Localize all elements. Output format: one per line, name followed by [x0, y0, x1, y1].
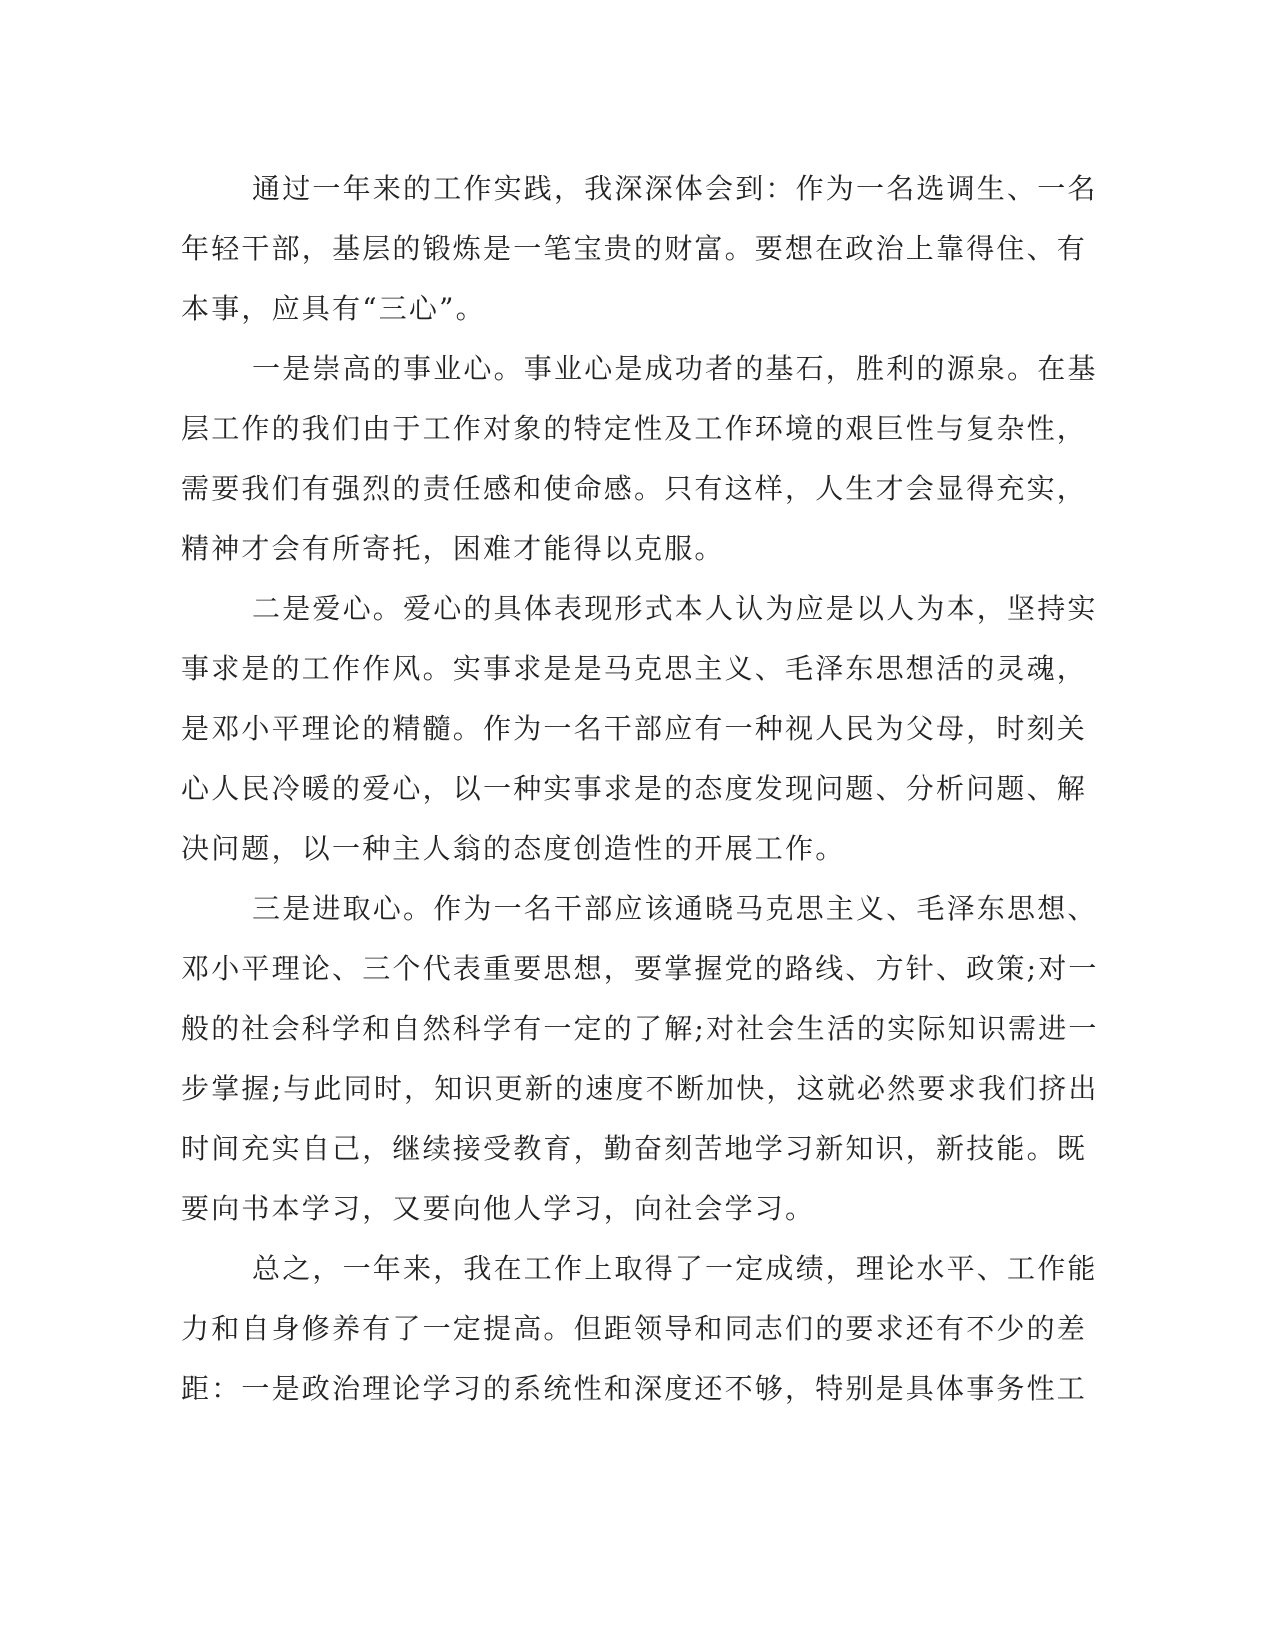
text-line: 决问题，以一种主人翁的态度创造性的开展工作。 [181, 832, 846, 865]
text-line: 三是进取心。作为一名干部应该通晓马克思主义、毛泽东思想、 [252, 892, 1098, 925]
text-line: 事求是的工作作风。实事求是是马克思主义、毛泽东思想活的灵魂， [181, 652, 1088, 685]
text-line: 精神才会有所寄托，困难才能得以克服。 [181, 532, 725, 565]
text-line: 一是崇高的事业心。事业心是成功者的基石，胜利的源泉。在基 [252, 352, 1098, 385]
text-line: 般的社会科学和自然科学有一定的了解;对社会生活的实际知识需进一 [181, 1012, 1099, 1045]
paragraph-1 [181, 159, 1098, 339]
text-line: 距：一是政治理论学习的系统性和深度还不够，特别是具体事务性工 [181, 1372, 1088, 1405]
text-line: 二是爱心。爱心的具体表现形式本人认为应是以人为本，坚持实 [252, 592, 1098, 625]
text-line: 心人民冷暖的爱心，以一种实事求是的态度发现问题、分析问题、解 [181, 772, 1088, 805]
text-line: 年轻干部，基层的锻炼是一笔宝贵的财富。要想在政治上靠得住、有 [181, 232, 1088, 265]
paragraph-3 [181, 579, 1098, 879]
text-line: 通过一年来的工作实践，我深深体会到：作为一名选调生、一名 [252, 172, 1098, 205]
paragraph-5 [181, 1239, 1098, 1419]
text-line: 邓小平理论、三个代表重要思想，要掌握党的路线、方针、政策;对一 [181, 952, 1099, 985]
text-line: 层工作的我们由于工作对象的特定性及工作环境的艰巨性与复杂性， [181, 412, 1088, 445]
text-line: 力和自身修养有了一定提高。但距领导和同志们的要求还有不少的差 [181, 1312, 1088, 1345]
text-line: 需要我们有强烈的责任感和使命感。只有这样，人生才会显得充实， [181, 472, 1088, 505]
text-line: 时间充实自己，继续接受教育，勤奋刻苦地学习新知识，新技能。既 [181, 1132, 1088, 1165]
paragraph-4 [181, 879, 1099, 1239]
text-line: 本事，应具有“三心”。 [181, 292, 486, 325]
text-line: 总之，一年来，我在工作上取得了一定成绩，理论水平、工作能 [252, 1252, 1098, 1285]
text-line: 步掌握;与此同时，知识更新的速度不断加快，这就必然要求我们挤出 [181, 1072, 1099, 1105]
paragraph-2 [181, 339, 1098, 579]
text-line: 要向书本学习，又要向他人学习，向社会学习。 [181, 1192, 816, 1225]
text-line: 是邓小平理论的精髓。作为一名干部应有一种视人民为父母，时刻关 [181, 712, 1088, 745]
document-body [181, 159, 1099, 1419]
